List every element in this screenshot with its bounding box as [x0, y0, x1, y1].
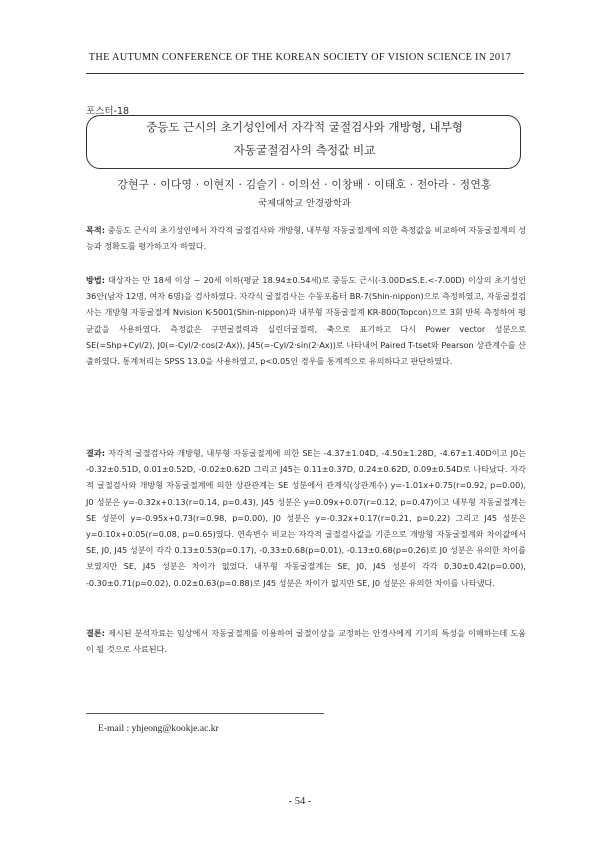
results-label: 결과: — [86, 448, 105, 458]
running-header: THE AUTUMN CONFERENCE OF THE KOREAN SOCIETY OF VISION SCIENCE IN 2017 — [88, 52, 512, 63]
purpose-text: 중등도 근시의 초기성인에서 자각적 굴절검사와 개방형, 내부형 자동굴절계에 의한 측정값을 비교하여 자동굴절계의 성능과 정확도를 평가하고자 하였다. — [86, 225, 526, 252]
header-rule — [86, 73, 524, 74]
methods-label: 방법: — [86, 275, 105, 285]
author-email: E-mail : yhjeong@kookje.ac.kr — [98, 723, 219, 734]
poster-number: 포스터-18 — [86, 106, 130, 117]
footnote-rule — [86, 713, 324, 714]
results-text: 자각적 굴절검사와 개방형, 내부형 자동굴절계에 의한 SE는 -4.37±1.04D, -4.50±1.28D, -4.67±1.40D이고 J0는 -0.32±0.51D, 0.01±0.52D, -0.02±0.62D 그리고 J45는 0.11±0.37D, 0.24±0.62D, 0.09±0.54D로 나타났다. 자각적 굴절검사와 개방형 자동굴절계에 의한 상관관계는 SE 성분에서 관계식(상관계수) y=-1.01x+0.75(r=0.92, p=0.00), J0 성분은 y=-0.32x+0.13(r=0.14, p=0.43), J45 성분은 y=0.09x+0.07(r=0.12, p=0.47)이고 내부형 자동굴절계는 SE 성분이 y=-0.95x+0.73(r=0.98, p=0.00), J0 성분은 y=-0.32x+0.17(r=0.21, p=0.22) 그리고 J45 성분은 y=0.10x+0.05(r=0.08, p=0.65)였다. 연속변수 비교는 자각적 굴절검사값을 기준으로 개방형 자동굴절계와 차이값에서 SE, J0, J45 성분이 각각 0.13±0.53(p=0.17), -0.33±0.68(p=0.01), -0.13±0.68(p=0.26)로 J0 성분은 유의한 차이를 보였지만 SE, J45 성분은 차이가 없었다. 내부형 자동굴절계는 SE, J0, J45 성분이 각각 0.30±0.42(p=0.00), -0.30±0.71(p=0.02), 0.02±0.63(p=0.88)로 J45 성분은 차이가 없지만 SE, J0 성분은 유의한 차이를 나타냈다. — [86, 448, 526, 588]
methods-text: 대상자는 만 18세 이상 ~ 20세 이하(평균 18.94±0.54세)로 중등도 근시(-3.00D≤S.E.<-7.00D) 이상의 초기성인 36안(남자 12명, 여자 6명)을 검사하였다. 자각식 굴절검사는 수동포롭터 BR-7(Shin-nippon)으로 측정하였고, 자동굴절검사는 개방형 자동굴절계 Nvision K-5001(Shin-nippon)과 내부형 자동굴절계 KR-800(Topcon)으로 3회 반복 측정하여 평균값을 사용하였다. 측정값은 구면굴절력과 실린더굴절력, 축으로 표기하고 다시 Power vector 성분으로 SE(=Shp+Cyl/2), J0(=-Cyl/2·cos(2·Ax)), J45(=-Cyl/2·sin(2·Ax))로 나타내어 Paired T-tset와 Pearson 상관계수를 산출하였다. 통계처리는 SPSS 13.0을 사용하였고, p<0.05인 경우를 통계적으로 유의하다고 판단하였다. — [86, 275, 526, 367]
purpose-label: 목적: — [86, 225, 105, 235]
conclusion-label: 결론: — [86, 628, 105, 638]
authors: 강현구 · 이다영 · 이현지 · 김슬기 · 이의선 · 이창배 · 이태호 · 전아라 · 정연홍 — [117, 178, 492, 191]
purpose-paragraph — [86, 222, 526, 254]
title-line-1: 중등도 근시의 초기성인에서 자각적 굴절검사와 개방형, 내부형 — [146, 120, 463, 134]
conclusion-paragraph — [86, 625, 526, 657]
page-number: - 54 - — [288, 796, 312, 807]
results-paragraph — [86, 445, 526, 591]
title-line-2: 자동굴절검사의 측정값 비교 — [233, 143, 376, 157]
methods-paragraph — [86, 272, 526, 369]
affiliation: 국제대학교 안경광학과 — [258, 198, 351, 209]
conclusion-text: 제시된 분석자료는 임상에서 자동굴절계를 이용하여 굴절이상을 교정하는 안경사에게 기기의 특성을 이해하는데 도움이 될 것으로 사료된다. — [86, 628, 526, 655]
